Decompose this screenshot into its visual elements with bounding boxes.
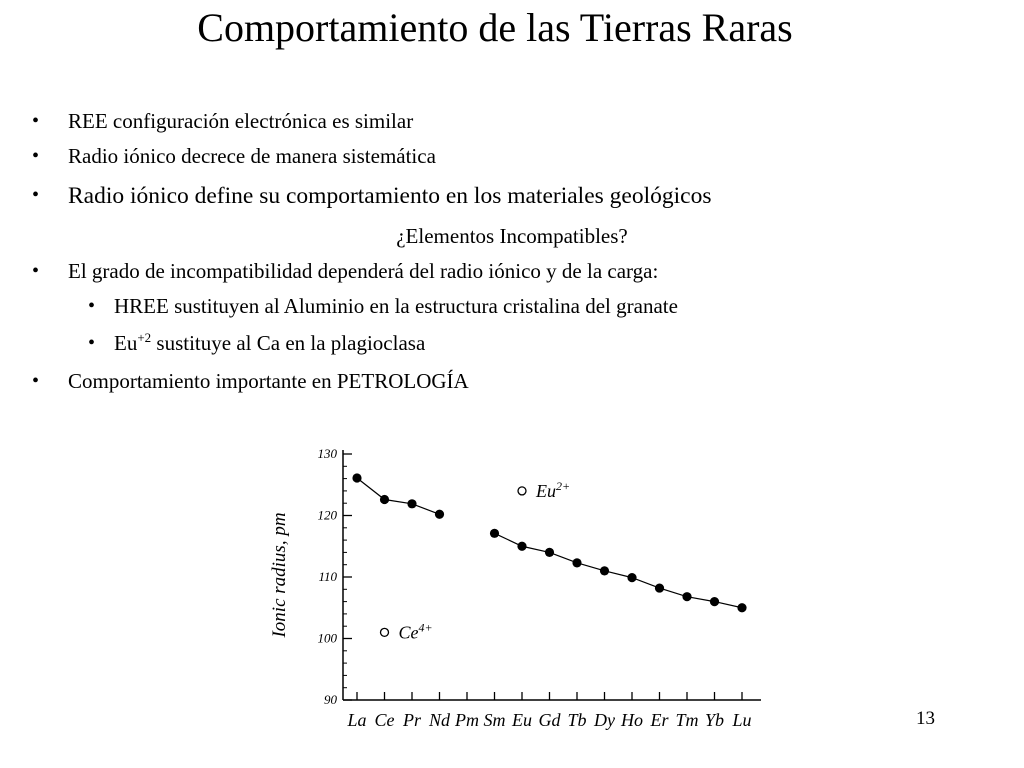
x-tick-label: Er <box>650 710 669 730</box>
y-tick-label: 130 <box>317 446 337 461</box>
annotation-label: $Ce^{4+}$ <box>398 620 433 643</box>
bullet-item: El grado de incompatibilidad dependerá del radio iónico y de la carga: <box>68 259 659 283</box>
data-point <box>545 548 554 557</box>
data-point <box>655 583 664 592</box>
x-tick-label: Tb <box>567 710 587 730</box>
y-axis-label: Ionic radius, pm <box>269 512 290 638</box>
slide-title: Comportamiento de las Tierras Raras <box>197 5 793 50</box>
x-tick-label: La <box>347 710 367 730</box>
x-tick-label: Gd <box>538 710 561 730</box>
page-number: 13 <box>916 708 935 729</box>
x-tick-label: Lu <box>732 710 752 730</box>
x-tick-label: Eu <box>512 710 532 730</box>
x-tick-label: Pm <box>455 710 479 730</box>
data-point <box>737 603 746 612</box>
bullet-item: Radio iónico decrece de manera sistemática <box>68 144 436 168</box>
data-point <box>380 495 389 504</box>
data-point <box>710 597 719 606</box>
eu-rest-text: sustituye al Ca en la plagioclasa <box>151 331 426 355</box>
eu-text: Eu <box>114 331 138 355</box>
x-tick-label: Pr <box>403 710 421 730</box>
open-data-point <box>518 487 526 495</box>
bullet-marker: • <box>88 332 96 354</box>
data-point <box>572 558 581 567</box>
data-point <box>682 592 691 601</box>
x-tick-label: Ce <box>374 710 395 730</box>
open-data-point <box>381 628 389 636</box>
data-point <box>600 566 609 575</box>
bullet-marker: • <box>32 184 40 206</box>
y-tick-label: 100 <box>317 630 337 646</box>
bullet-marker: • <box>32 110 40 132</box>
x-tick-label: Ho <box>621 710 643 730</box>
bullet-marker: • <box>32 260 40 282</box>
x-tick-label: Yb <box>704 710 725 730</box>
bullet-marker: • <box>88 295 96 317</box>
data-point <box>435 510 444 519</box>
data-point <box>407 499 416 508</box>
eu-charge: +2 <box>137 330 152 345</box>
data-point <box>517 542 526 551</box>
data-point <box>352 473 361 482</box>
bullet-marker: • <box>32 145 40 167</box>
bullet-subline: ¿Elementos Incompatibles? <box>396 224 628 248</box>
y-tick-label: 120 <box>317 507 337 523</box>
bullet-marker: • <box>32 370 40 392</box>
annotation-label: $Eu^{2+}$ <box>536 478 571 501</box>
bullet-item: REE configuración electrónica es similar <box>68 109 414 133</box>
x-tick-label: Dy <box>594 710 615 730</box>
data-point <box>627 573 636 582</box>
bullet-item: Comportamiento importante en PETROLOGÍA <box>68 369 469 393</box>
series-line <box>357 478 440 514</box>
bullet-item: Radio iónico define su comportamiento en los materiales geológicos <box>68 183 712 209</box>
data-point <box>490 529 499 538</box>
x-tick-label: Nd <box>428 710 451 730</box>
sub-bullet-item: HREE sustituyen al Aluminio en la estructura cristalina del granate <box>114 294 678 318</box>
x-tick-label: Sm <box>483 710 506 730</box>
y-tick-label: 110 <box>318 569 337 584</box>
series-line <box>495 533 743 607</box>
sub-bullet-item <box>114 330 425 356</box>
y-tick-label: 90 <box>324 692 337 707</box>
ionic-radius-chart <box>265 430 765 740</box>
x-tick-label: Tm <box>675 710 699 730</box>
